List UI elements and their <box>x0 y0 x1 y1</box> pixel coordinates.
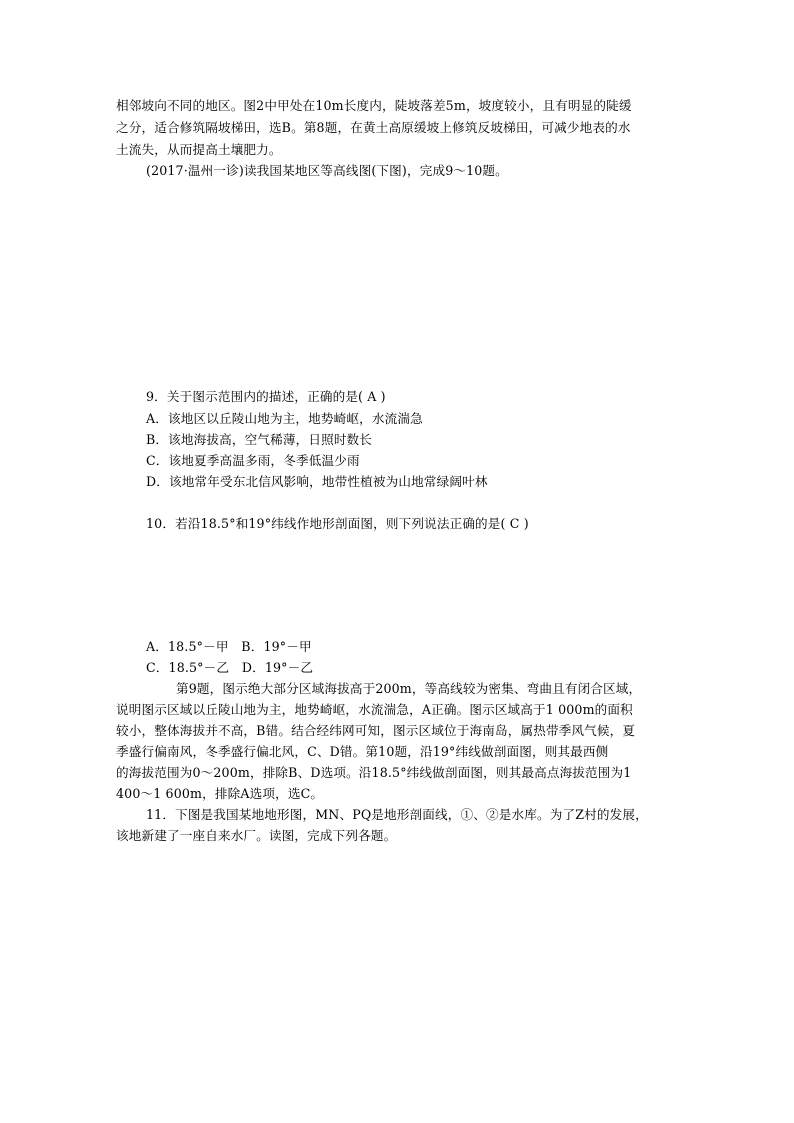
text-line: 相邻坡向不同的地区。图2中甲处在10m长度内，陡坡落差5m，坡度较小，且有明显的陡缓 <box>116 98 632 113</box>
question-10-options-ab: A．18.5°－甲 B．19°－甲 <box>146 639 312 654</box>
question-9-option-b: B．该地海拔高，空气稀薄，日照时数长 <box>146 432 373 447</box>
question-intro: (2017·温州一诊)读我国某地区等高线图(下图)，完成9～10题。 <box>146 163 508 178</box>
question-11-stem-cont: 该地新建了一座自来水厂。读图，完成下列各题。 <box>116 828 397 843</box>
figure-placeholder <box>116 536 686 636</box>
explanation-line: 较小，整体海拔并不高，B错。结合经纬网可知，图示区域位于海南岛，属热带季风气候，夏 <box>116 723 636 738</box>
question-9-option-a: A．该地区以丘陵山地为主，地势崎岖，水流湍急 <box>146 411 423 426</box>
question-9-option-c: C．该地夏季高温多雨，冬季低温少雨 <box>146 453 360 468</box>
explanation-line: 说明图示区域以丘陵山地为主，地势崎岖，水流湍急，A正确。图示区域高于1 000m的面积 <box>116 702 633 717</box>
text-line: 土流失，从而提高土壤肥力。 <box>116 142 282 157</box>
text-line: 之分，适合修筑隔坡梯田，选B。第8题，在黄土高原缓坡上修筑反坡梯田，可减少地表的水 <box>116 120 631 135</box>
explanation-line: 400～1 600m，排除A选项，选C。 <box>116 786 324 801</box>
question-10-options-cd: C．18.5°－乙 D．19°－乙 <box>146 660 314 675</box>
question-11-stem: 11．下图是我国某地地形图，MN、PQ是地形剖面线，①、②是水库。为了Z村的发展， <box>146 807 648 822</box>
question-9-option-d: D．该地常年受东北信风影响，地带性植被为山地常绿阔叶林 <box>146 474 488 489</box>
explanation-line: 第9题，图示绝大部分区域海拔高于200m，等高线较为密集、弯曲且有闭合区域， <box>176 681 642 696</box>
explanation-line: 季盛行偏南风，冬季盛行偏北风，C、D错。第10题，沿19°纬线做剖面图，则其最西侧 <box>116 744 609 759</box>
explanation-line: 的海拔范围为0～200m，排除B、D选项。沿18.5°纬线做剖面图，则其最高点海拔范围为1 <box>116 765 632 780</box>
question-9-stem: 9．关于图示范围内的描述，正确的是( A ) <box>146 389 386 404</box>
figure-placeholder <box>116 184 686 384</box>
question-10-stem: 10．若沿18.5°和19°纬线作地形剖面图，则下列说法正确的是( C ) <box>146 516 529 531</box>
